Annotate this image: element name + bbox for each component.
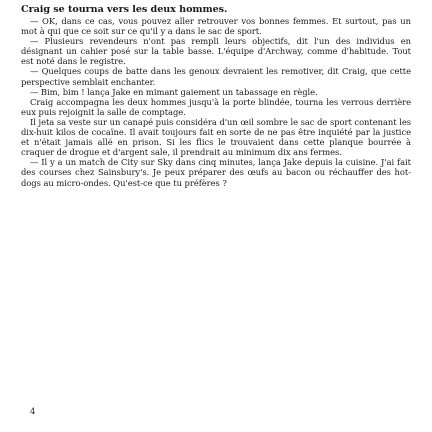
paragraph: — Bim, bim ! lança Jake en mimant gaiement un tabassage en règle. [30, 86, 318, 97]
page-number: 4 [30, 406, 36, 416]
paragraph: Il jeta sa veste sur un canapé puis considéra d'un œil sombre le sac de sport contenant les dix-huit kilos de cocaïne. Il avait toujours fait en sorte de ne pas être inquiété par la justice et n'était jamais allé en prison. Si les flics le trouvaient dans cette planque bourrée à craquer de drogue et d'argent sale, il prendrait au minimum dix ans fermes. [21, 116, 411, 158]
paragraph: Craig accompagna les deux hommes jusqu'à la porte blindée, tourna les verrous derrière eux puis rejoignit la salle de comptage. [21, 96, 411, 117]
paragraph: — Il y a un match de City sur Sky dans cinq minutes, lança Jake depuis la cuisine. J'ai fait des courses chez Sainsbury's. Je peux préparer des œufs au bacon ou réchauffer des hot-dogs au micro-ondes. Qu'est-ce que tu préfères ? [21, 157, 411, 188]
text-column [21, 4, 411, 188]
paragraph: Craig se tourna vers les deux hommes. [21, 4, 228, 15]
paragraph: — OK, dans ce cas, vous pouvez aller retrouver vos bonnes femmes. Et surtout, pas un mot à qui que ce soit sur ce qu'il y a dans le sac de sport. [21, 16, 411, 37]
paragraph: — Plusieurs revendeurs n'ont pas rempli leurs objectifs, dit l'un des individus en désignant un cahier posé sur la table basse. L'équipe d'Archway, comme d'habitude. Tout est noté dans le registre. [21, 36, 411, 67]
paragraph: — Quelques coups de batte dans les genoux devraient les remotiver, dit Craig, que cette perspective semblait enchanter. [21, 66, 411, 87]
